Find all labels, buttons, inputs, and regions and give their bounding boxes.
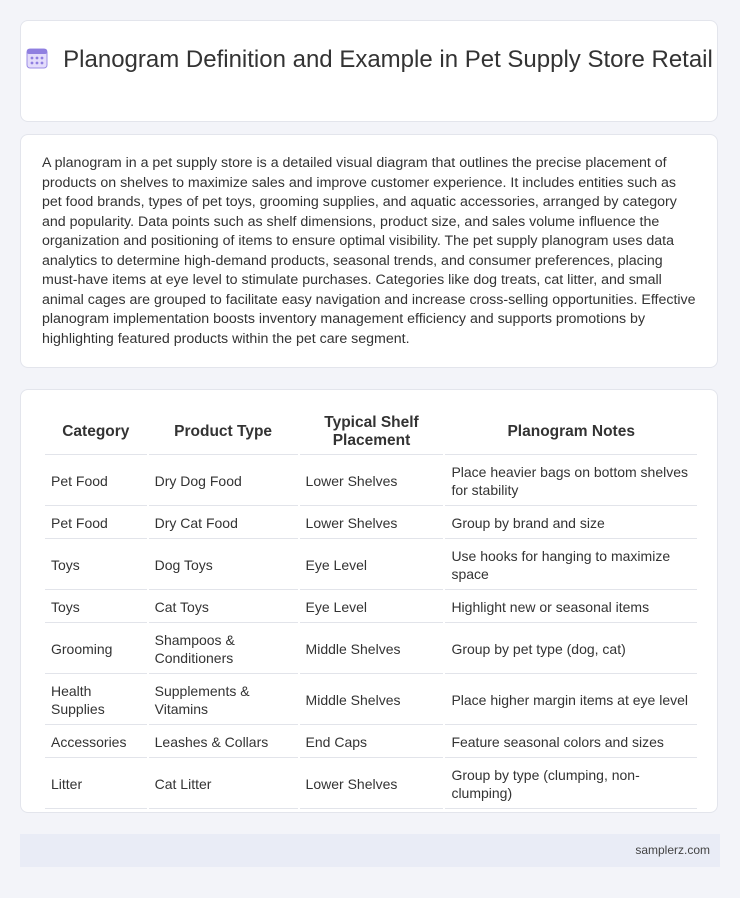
table-row [45,625,697,674]
table-cell: Shampoos & Conditioners [149,625,298,674]
table-cell: Accessories [45,727,147,758]
table-row [45,592,697,623]
table-cell: Litter [45,760,147,809]
planogram-table [43,408,699,811]
column-header: Category [45,410,147,455]
table-row [45,541,697,590]
table-cell: Leashes & Collars [149,727,298,758]
table-cell: Lower Shelves [300,457,444,506]
table-cell: Cat Toys [149,592,298,623]
table-cell: Lower Shelves [300,760,444,809]
table-cell: Dry Cat Food [149,508,298,539]
page-title [21,45,717,74]
table-cell: Eye Level [300,592,444,623]
table-cell: Health Supplies [45,676,147,725]
table-cell: Lower Shelves [300,508,444,539]
column-header: Product Type [149,410,298,455]
table-cell: Highlight new or seasonal items [445,592,697,623]
table-cell: Pet Food [45,457,147,506]
table-cell: Middle Shelves [300,625,444,674]
table-cell: Place higher margin items at eye level [445,676,697,725]
page-title-text: Planogram Definition and Example in Pet Supply Store Retail [63,46,713,73]
table-header-row [45,410,697,455]
table-cell: Dry Dog Food [149,457,298,506]
calendar-icon [25,46,49,70]
footer [20,834,720,867]
table-row [45,508,697,539]
footer-site-link[interactable]: samplerz.com [635,843,710,857]
column-header: Typical Shelf Placement [300,410,444,455]
description-text: A planogram in a pet supply store is a detailed visual diagram that outlines the precise placement of products on shelves to maximize sales and improve customer experience. It includes entities such as pet food brands, types of pet toys, grooming supplies, and aquatic accessories, arranged by category and popularity. Data points such as shelf dimensions, product size, and sales volume influence the organization and positioning of items to ensure optimal visibility. The pet supply planogram uses data analytics to determine high-demand products, seasonal trends, and consumer preferences, placing must-have items at eye level to stimulate purchases. Categories like dog treats, cat litter, and small animal cages are grouped to facilitate easy navigation and increase cross-selling opportunities. Effective planogram implementation boosts inventory management efficiency and supports promotions by highlighting featured products within the pet care segment. [42,155,696,347]
table-cell: Pet Food [45,508,147,539]
description-card [20,134,718,368]
column-header: Planogram Notes [445,410,697,455]
table-row [45,676,697,725]
table-row [45,727,697,758]
table-cell: Dog Toys [149,541,298,590]
table-cell: End Caps [300,727,444,758]
table-card [20,389,718,813]
table-cell: Cat Litter [149,760,298,809]
table-cell: Group by pet type (dog, cat) [445,625,697,674]
table-row [45,457,697,506]
table-cell: Place heavier bags on bottom shelves for stability [445,457,697,506]
title-card [20,20,718,122]
table-cell: Use hooks for hanging to maximize space [445,541,697,590]
table-cell: Group by brand and size [445,508,697,539]
table-cell: Toys [45,541,147,590]
table-cell: Group by type (clumping, non-clumping) [445,760,697,809]
table-row [45,760,697,809]
table-cell: Eye Level [300,541,444,590]
table-cell: Toys [45,592,147,623]
table-cell: Grooming [45,625,147,674]
table-cell: Middle Shelves [300,676,444,725]
table-cell: Supplements & Vitamins [149,676,298,725]
table-cell: Feature seasonal colors and sizes [445,727,697,758]
